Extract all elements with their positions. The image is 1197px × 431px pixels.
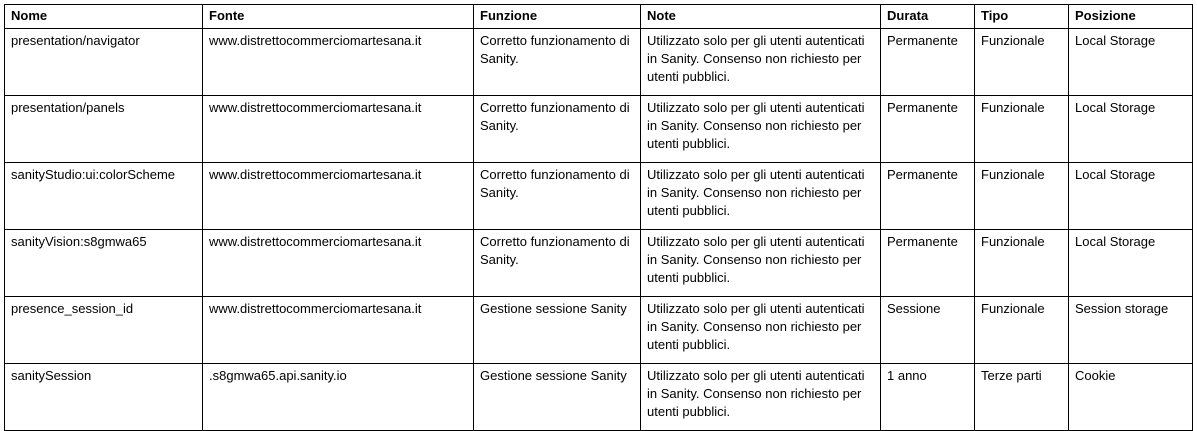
cell-durata: Sessione xyxy=(881,297,975,364)
cell-durata: Permanente xyxy=(881,29,975,96)
cell-nome: presentation/panels xyxy=(5,96,203,163)
cell-tipo: Funzionale xyxy=(975,29,1069,96)
cell-fonte: .s8gmwa65.api.sanity.io xyxy=(203,364,474,431)
cell-posizione: Local Storage xyxy=(1069,96,1193,163)
cell-fonte: www.distrettocommerciomartesana.it xyxy=(203,297,474,364)
header-tipo: Tipo xyxy=(975,5,1069,29)
header-note: Note xyxy=(641,5,881,29)
cell-note: Utilizzato solo per gli utenti autenticati in Sanity. Consenso non richiesto per utenti pubblici. xyxy=(641,96,881,163)
cell-nome: presentation/navigator xyxy=(5,29,203,96)
cell-posizione: Local Storage xyxy=(1069,29,1193,96)
cell-tipo: Terze parti xyxy=(975,364,1069,431)
table-body xyxy=(5,29,1193,431)
cell-funzione: Gestione sessione Sanity xyxy=(474,364,641,431)
cell-fonte: www.distrettocommerciomartesana.it xyxy=(203,230,474,297)
cell-fonte: www.distrettocommerciomartesana.it xyxy=(203,163,474,230)
cell-durata: Permanente xyxy=(881,96,975,163)
cookie-table xyxy=(4,4,1193,431)
cell-posizione: Session storage xyxy=(1069,297,1193,364)
cell-tipo: Funzionale xyxy=(975,230,1069,297)
cell-durata: Permanente xyxy=(881,163,975,230)
cell-note: Utilizzato solo per gli utenti autenticati in Sanity. Consenso non richiesto per utenti pubblici. xyxy=(641,163,881,230)
table-row xyxy=(5,364,1193,431)
cell-nome: sanitySession xyxy=(5,364,203,431)
header-durata: Durata xyxy=(881,5,975,29)
cell-funzione: Gestione sessione Sanity xyxy=(474,297,641,364)
cell-posizione: Local Storage xyxy=(1069,230,1193,297)
cell-tipo: Funzionale xyxy=(975,163,1069,230)
cell-note: Utilizzato solo per gli utenti autenticati in Sanity. Consenso non richiesto per utenti pubblici. xyxy=(641,297,881,364)
cell-fonte: www.distrettocommerciomartesana.it xyxy=(203,29,474,96)
cell-durata: Permanente xyxy=(881,230,975,297)
cell-nome: sanityStudio:ui:colorScheme xyxy=(5,163,203,230)
cell-tipo: Funzionale xyxy=(975,96,1069,163)
cell-funzione: Corretto funzionamento di Sanity. xyxy=(474,96,641,163)
cell-posizione: Local Storage xyxy=(1069,163,1193,230)
cell-tipo: Funzionale xyxy=(975,297,1069,364)
header-fonte: Fonte xyxy=(203,5,474,29)
cell-note: Utilizzato solo per gli utenti autenticati in Sanity. Consenso non richiesto per utenti pubblici. xyxy=(641,29,881,96)
cell-fonte: www.distrettocommerciomartesana.it xyxy=(203,96,474,163)
cell-funzione: Corretto funzionamento di Sanity. xyxy=(474,163,641,230)
cell-note: Utilizzato solo per gli utenti autenticati in Sanity. Consenso non richiesto per utenti pubblici. xyxy=(641,230,881,297)
cell-funzione: Corretto funzionamento di Sanity. xyxy=(474,230,641,297)
cell-note: Utilizzato solo per gli utenti autenticati in Sanity. Consenso non richiesto per utenti pubblici. xyxy=(641,364,881,431)
table-row xyxy=(5,230,1193,297)
cell-funzione: Corretto funzionamento di Sanity. xyxy=(474,29,641,96)
table-row xyxy=(5,29,1193,96)
table-row xyxy=(5,163,1193,230)
header-funzione: Funzione xyxy=(474,5,641,29)
cell-nome: presence_session_id xyxy=(5,297,203,364)
cell-durata: 1 anno xyxy=(881,364,975,431)
table-row xyxy=(5,96,1193,163)
table-header-row xyxy=(5,5,1193,29)
cookie-table-container xyxy=(4,4,1193,431)
header-nome: Nome xyxy=(5,5,203,29)
header-posizione: Posizione xyxy=(1069,5,1193,29)
cell-posizione: Cookie xyxy=(1069,364,1193,431)
cell-nome: sanityVision:s8gmwa65 xyxy=(5,230,203,297)
table-row xyxy=(5,297,1193,364)
